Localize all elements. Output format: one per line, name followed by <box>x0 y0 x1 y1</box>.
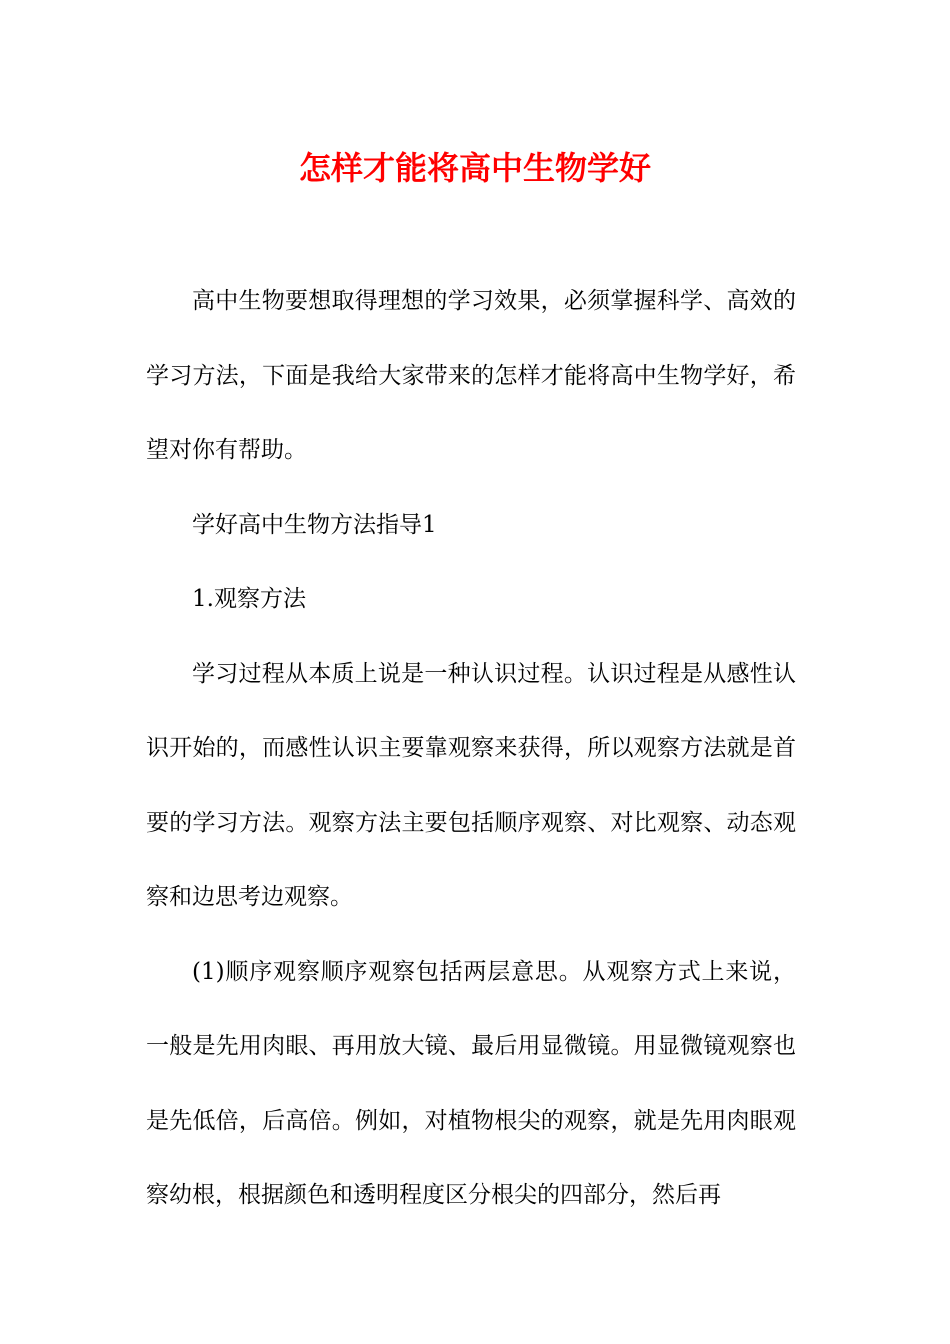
paragraph-sequential-observation: (1)顺序观察顺序观察包括两层意思。从观察方式上来说，一般是先用肉眼、再用放大镜、最后用显微镜。用显微镜观察也是先低倍，后高倍。例如，对植物根尖的观察，就是先用肉眼观察幼根，根据颜色和透明程度区分根尖的四部分，然后再 <box>146 958 796 1208</box>
paragraph-section-heading: 学好高中生物方法指导1 <box>192 511 437 538</box>
document-body <box>146 264 796 1233</box>
paragraph-observation-method: 学习过程从本质上说是一种认识过程。认识过程是从感性认识开始的，而感性认识主要靠观察来获得，所以观察方法就是首要的学习方法。观察方法主要包括顺序观察、对比观察、动态观察和边思考边观察。 <box>146 660 796 910</box>
paragraph-intro: 高中生物要想取得理想的学习效果，必须掌握科学、高效的学习方法，下面是我给大家带来的怎样才能将高中生物学好，希望对你有帮助。 <box>146 288 796 463</box>
paragraph-subheading: 1.观察方法 <box>192 586 306 612</box>
document-title: 怎样才能将高中生物学好 <box>298 149 651 187</box>
